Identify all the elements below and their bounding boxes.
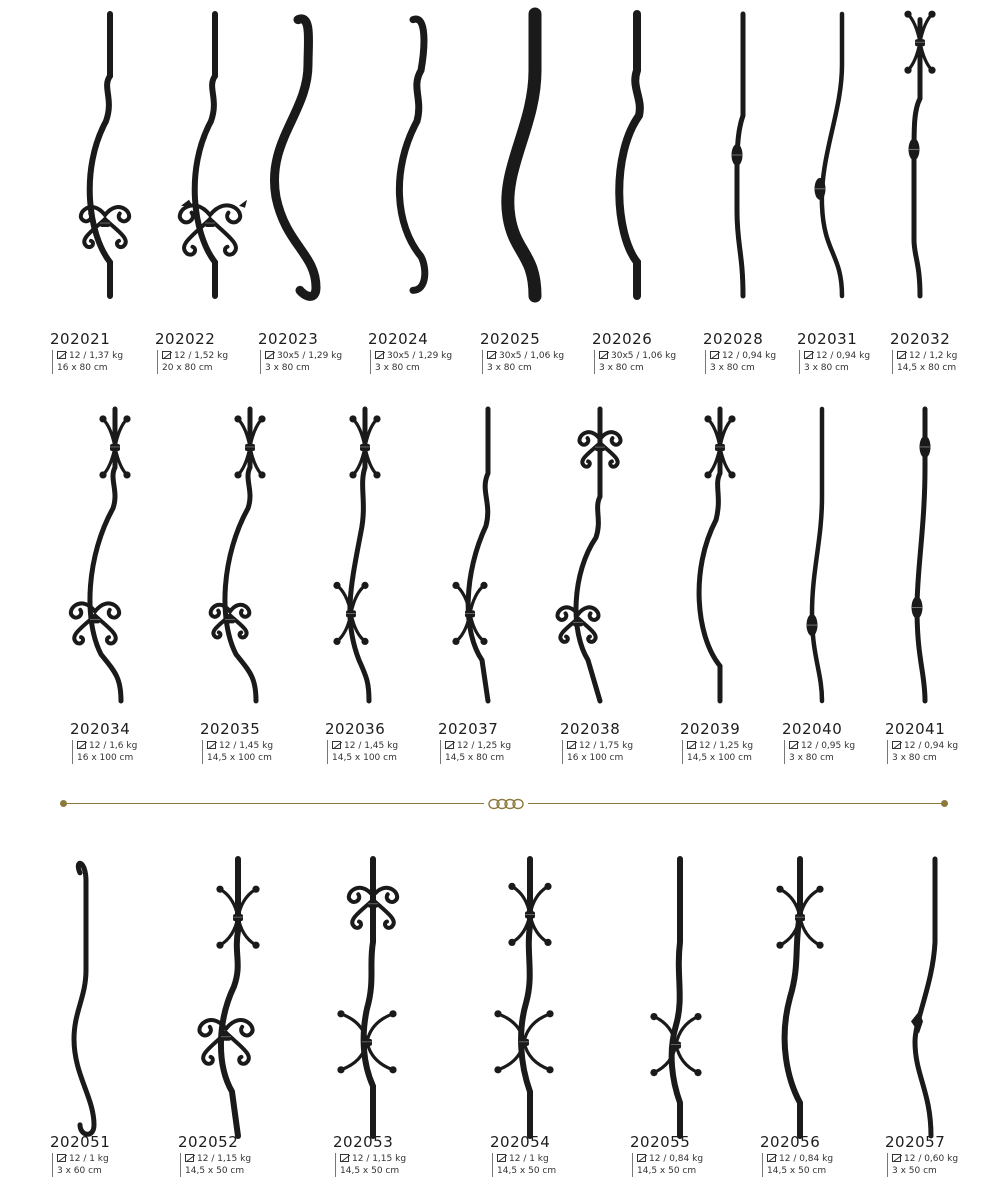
scroll-right: [600, 432, 621, 445]
product-code: 202039: [680, 720, 741, 738]
spec-weight-text: 12 / 0,95 kg: [801, 741, 856, 751]
spec-weight-text: 12 / 1,2 kg: [909, 351, 958, 361]
ball-end: [480, 582, 487, 589]
baluster-illustration: [480, 10, 600, 320]
ball-end: [494, 1010, 501, 1017]
product-specs: [52, 1153, 109, 1177]
bar-stroke: [699, 409, 720, 701]
product-specs: [440, 740, 511, 764]
spec-weight-text: 30x5 / 1,06 kg: [611, 351, 677, 361]
product-code: 202051: [50, 1133, 111, 1151]
baluster-illustration: [325, 405, 445, 725]
arm-down-right: [367, 1042, 393, 1070]
spec-weight-text: 12 / 1,25 kg: [457, 741, 512, 751]
spec-weight-text: 12 / 0,94 kg: [816, 351, 871, 361]
product-specs: [52, 350, 123, 374]
collar: [573, 619, 583, 626]
bar-stroke: [619, 14, 640, 296]
baluster-illustration: [760, 850, 880, 1155]
spec-size: 3 x 80 cm: [789, 753, 834, 763]
ornamental-divider: [60, 799, 948, 809]
bar-stroke: [672, 859, 680, 1136]
cross-section-icon: [57, 1154, 66, 1162]
cross-section-icon: [710, 351, 719, 359]
cross-section-icon: [567, 741, 576, 749]
spec-size: 14,5 x 50 cm: [497, 1166, 557, 1176]
spec-weight-text: 12 / 1,37 kg: [69, 351, 124, 361]
scroll-right: [578, 607, 599, 620]
cross-section-icon: [497, 1154, 506, 1162]
product-code: 202054: [490, 1133, 551, 1151]
knot-ornament-icon: [486, 795, 526, 813]
ball-end: [904, 67, 911, 74]
catalog-row-1: [0, 10, 1006, 390]
ball-end: [373, 471, 380, 478]
product-code: 202036: [325, 720, 386, 738]
collar: [360, 444, 370, 451]
ball-end: [452, 582, 459, 589]
product-specs: [370, 350, 452, 374]
spec-size: 3 x 80 cm: [265, 363, 310, 373]
collar: [368, 901, 378, 908]
ball-end: [349, 471, 356, 478]
collar: [346, 610, 356, 617]
catalog-row-3: [0, 850, 1006, 1190]
product-specs: [762, 1153, 833, 1177]
spec-weight: [497, 1153, 556, 1165]
spec-weight: [207, 740, 273, 752]
spec-weight: [567, 740, 633, 752]
scroll-right: [226, 1020, 253, 1035]
divider-dot-right: [941, 800, 948, 807]
spec-size: 14,5 x 100 cm: [687, 753, 752, 763]
spec-weight: [487, 350, 564, 362]
spec-weight-text: 12 / 1,75 kg: [579, 741, 634, 751]
collar: [595, 444, 605, 451]
baluster-illustration: [782, 405, 902, 725]
spec-weight-text: 12 / 0,94 kg: [722, 351, 777, 361]
cross-section-icon: [375, 351, 384, 359]
baluster-illustration: [560, 405, 680, 725]
ball-end: [234, 415, 241, 422]
spec-weight: [892, 1153, 958, 1165]
arm-up-right: [470, 585, 484, 613]
spec-weight: [265, 350, 342, 362]
spec-size: 3 x 50 cm: [892, 1166, 937, 1176]
ball-end: [361, 638, 368, 645]
collar: [795, 914, 805, 921]
product-code: 202052: [178, 1133, 239, 1151]
collar: [915, 39, 925, 46]
ball-end: [508, 939, 515, 946]
product-specs: [492, 1153, 556, 1177]
spec-size: 14,5 x 50 cm: [340, 1166, 400, 1176]
spec-weight: [897, 350, 957, 362]
ball-end: [349, 415, 356, 422]
ball-end: [216, 886, 223, 893]
spec-weight-text: 12 / 0,94 kg: [904, 741, 959, 751]
product-code: 202038: [560, 720, 621, 738]
spec-weight: [687, 740, 753, 752]
cross-section-icon: [804, 351, 813, 359]
product-code: 202025: [480, 330, 541, 348]
baluster-illustration: [70, 405, 190, 725]
product-code: 202053: [333, 1133, 394, 1151]
ball-end: [650, 1069, 657, 1076]
spec-size: 3 x 80 cm: [892, 753, 937, 763]
collar: [525, 911, 535, 918]
cross-section-icon: [57, 351, 66, 359]
ball-end: [234, 471, 241, 478]
ball-end: [694, 1069, 701, 1076]
product-specs: [705, 350, 776, 374]
spec-size: 3 x 60 cm: [57, 1166, 102, 1176]
collar: [465, 610, 475, 617]
collar: [245, 444, 255, 451]
ball-end: [544, 883, 551, 890]
cross-section-icon: [892, 741, 901, 749]
baluster-illustration: [885, 850, 1005, 1155]
ball-end: [546, 1010, 553, 1017]
collar: [233, 914, 243, 921]
scroll-right: [230, 605, 249, 617]
bar-stroke: [812, 409, 822, 701]
ball-end: [337, 1010, 344, 1017]
spec-size: 20 x 80 cm: [162, 363, 213, 373]
spec-weight: [57, 1153, 109, 1165]
ball-end: [99, 471, 106, 478]
bar-stroke: [221, 859, 238, 1136]
spec-weight-text: 12 / 1,25 kg: [699, 741, 754, 751]
bar-stroke: [195, 14, 215, 296]
spec-weight: [804, 350, 870, 362]
spec-weight: [332, 740, 398, 752]
product-code: 202055: [630, 1133, 691, 1151]
spec-weight-text: 12 / 1,15 kg: [352, 1154, 407, 1164]
collar: [110, 444, 120, 451]
product-specs: [892, 350, 957, 374]
cross-section-icon: [340, 1154, 349, 1162]
ball-end: [99, 415, 106, 422]
spec-size: 3 x 80 cm: [487, 363, 532, 373]
ball-end: [333, 582, 340, 589]
ball-end: [373, 415, 380, 422]
bar-stroke: [508, 14, 535, 296]
product-specs: [327, 740, 398, 764]
product-specs: [887, 740, 958, 764]
ball-end: [776, 942, 783, 949]
arm-up-right: [524, 1014, 550, 1042]
bar-stroke: [399, 19, 424, 290]
product-specs: [594, 350, 676, 374]
spec-size: 16 x 100 cm: [567, 753, 624, 763]
product-specs: [562, 740, 633, 764]
baluster-illustration: [200, 405, 320, 725]
bar-stroke: [274, 19, 316, 296]
ball-end: [928, 11, 935, 18]
product-code: 202056: [760, 1133, 821, 1151]
spec-size: 14,5 x 100 cm: [207, 753, 272, 763]
spec-weight: [77, 740, 137, 752]
spec-size: 16 x 80 cm: [57, 363, 108, 373]
cross-section-icon: [897, 351, 906, 359]
collar: [362, 1039, 372, 1046]
cross-section-icon: [767, 1154, 776, 1162]
baluster-illustration: [155, 10, 275, 320]
product-code: 202021: [50, 330, 111, 348]
spec-size: 3 x 80 cm: [804, 363, 849, 373]
baluster-illustration: [50, 850, 170, 1155]
collar: [715, 444, 725, 451]
ball-end: [123, 415, 130, 422]
baluster-illustration: [490, 850, 610, 1155]
product-specs: [335, 1153, 406, 1177]
spec-weight-text: 12 / 0,60 kg: [904, 1154, 959, 1164]
spec-weight-text: 12 / 0,84 kg: [649, 1154, 704, 1164]
spec-weight-text: 12 / 1,45 kg: [219, 741, 274, 751]
collar: [519, 1039, 529, 1046]
baluster-illustration: [50, 10, 170, 320]
ball-end: [389, 1066, 396, 1073]
product-specs: [799, 350, 870, 374]
collar: [90, 616, 100, 623]
arm-down-right: [676, 1045, 698, 1073]
product-code: 202024: [368, 330, 429, 348]
spec-weight-text: 12 / 0,84 kg: [779, 1154, 834, 1164]
product-code: 202023: [258, 330, 319, 348]
spec-size: 14,5 x 80 cm: [897, 363, 957, 373]
product-code: 202035: [200, 720, 261, 738]
ball-end: [544, 939, 551, 946]
scroll-right: [373, 888, 397, 902]
spec-size: 14,5 x 50 cm: [767, 1166, 827, 1176]
spec-size: 14,5 x 50 cm: [185, 1166, 245, 1176]
spec-weight: [162, 350, 228, 362]
ball-end: [728, 415, 735, 422]
product-specs: [157, 350, 228, 374]
ball-end: [546, 1066, 553, 1073]
product-specs: [202, 740, 273, 764]
spec-weight-text: 12 / 1,52 kg: [174, 351, 229, 361]
cross-section-icon: [185, 1154, 194, 1162]
cross-section-icon: [599, 351, 608, 359]
baluster-illustration: [438, 405, 558, 725]
ball-end: [904, 11, 911, 18]
ball-end: [123, 471, 130, 478]
catalog-row-2: [0, 405, 1006, 775]
bar-stroke: [74, 863, 94, 1134]
product-code: 202037: [438, 720, 499, 738]
ball-end: [694, 1013, 701, 1020]
spec-weight-text: 12 / 1 kg: [509, 1154, 549, 1164]
ball-end: [480, 638, 487, 645]
ball-end: [252, 942, 259, 949]
cross-section-icon: [162, 351, 171, 359]
spec-size: 14,5 x 80 cm: [445, 753, 505, 763]
baluster-illustration: [890, 10, 1006, 320]
product-code: 202057: [885, 1133, 946, 1151]
spec-size: 3 x 80 cm: [599, 363, 644, 373]
ball-end: [333, 638, 340, 645]
product-specs: [632, 1153, 703, 1177]
cross-section-icon: [265, 351, 274, 359]
spec-size: 3 x 80 cm: [375, 363, 420, 373]
cross-section-icon: [77, 741, 86, 749]
spec-weight-text: 12 / 1,6 kg: [89, 741, 138, 751]
spec-weight: [789, 740, 855, 752]
collar: [671, 1042, 681, 1049]
ball-end: [494, 1066, 501, 1073]
spec-weight: [340, 1153, 406, 1165]
ball-end: [508, 883, 515, 890]
cross-section-icon: [207, 741, 216, 749]
cross-section-icon: [332, 741, 341, 749]
scroll-left: [579, 432, 600, 445]
spec-weight: [637, 1153, 703, 1165]
collar: [225, 616, 235, 623]
ball-end: [728, 471, 735, 478]
ball-end: [258, 415, 265, 422]
spec-weight-text: 30x5 / 1,29 kg: [387, 351, 453, 361]
spec-weight: [185, 1153, 251, 1165]
product-code: 202022: [155, 330, 216, 348]
spec-weight: [57, 350, 123, 362]
bar-stroke: [822, 14, 842, 296]
product-specs: [72, 740, 137, 764]
bar-stroke: [915, 859, 935, 1136]
baluster-illustration: [258, 10, 378, 320]
spec-size: 16 x 100 cm: [77, 753, 134, 763]
baluster-illustration: [178, 850, 298, 1155]
ball-end: [216, 942, 223, 949]
ball-end: [258, 471, 265, 478]
baluster-illustration: [592, 10, 712, 320]
spec-weight-text: 12 / 1 kg: [69, 1154, 109, 1164]
cross-section-icon: [487, 351, 496, 359]
scroll-right: [210, 205, 240, 222]
spec-weight: [710, 350, 776, 362]
ball-end: [816, 942, 823, 949]
product-code: 202031: [797, 330, 858, 348]
divider-line-left: [66, 803, 484, 804]
ball-end: [389, 1010, 396, 1017]
product-code: 202028: [703, 330, 764, 348]
scroll-left: [349, 888, 373, 902]
collar: [100, 220, 110, 227]
spec-weight: [445, 740, 511, 752]
cross-section-icon: [637, 1154, 646, 1162]
spec-weight: [892, 740, 958, 752]
arm-down-right: [800, 917, 820, 945]
spec-size: 3 x 80 cm: [710, 363, 755, 373]
product-code: 202041: [885, 720, 946, 738]
product-specs: [482, 350, 564, 374]
product-specs: [682, 740, 753, 764]
bar-stroke: [468, 409, 488, 701]
ball-end: [928, 67, 935, 74]
ball-end: [361, 582, 368, 589]
arm-up-right: [367, 1014, 393, 1042]
spec-weight: [767, 1153, 833, 1165]
ball-end: [704, 471, 711, 478]
spec-weight-text: 12 / 1,45 kg: [344, 741, 399, 751]
cross-section-icon: [892, 1154, 901, 1162]
scroll-right: [95, 603, 119, 617]
ball-end: [252, 886, 259, 893]
product-code: 202034: [70, 720, 131, 738]
spec-weight: [599, 350, 676, 362]
collar: [205, 220, 215, 227]
baluster-illustration: [630, 850, 750, 1155]
spec-weight-text: 30x5 / 1,06 kg: [499, 351, 565, 361]
ball-end: [452, 638, 459, 645]
spec-weight-text: 12 / 1,15 kg: [197, 1154, 252, 1164]
spec-size: 14,5 x 100 cm: [332, 753, 397, 763]
cross-section-icon: [445, 741, 454, 749]
product-specs: [260, 350, 342, 374]
product-code: 202032: [890, 330, 951, 348]
ball-end: [337, 1066, 344, 1073]
ball-end: [816, 886, 823, 893]
product-specs: [887, 1153, 958, 1177]
ball-end: [704, 415, 711, 422]
product-code: 202040: [782, 720, 843, 738]
spec-weight: [375, 350, 452, 362]
spec-size: 14,5 x 50 cm: [637, 1166, 697, 1176]
arm-down-right: [524, 1042, 550, 1070]
cross-section-icon: [687, 741, 696, 749]
baluster-illustration: [885, 405, 1005, 725]
scroll-right: [105, 207, 129, 221]
product-code: 202026: [592, 330, 653, 348]
product-specs: [784, 740, 855, 764]
product-specs: [180, 1153, 251, 1177]
spec-weight-text: 30x5 / 1,29 kg: [277, 351, 343, 361]
ball-end: [650, 1013, 657, 1020]
baluster-illustration: [333, 850, 453, 1155]
divider-line-right: [528, 803, 942, 804]
collar: [221, 1034, 231, 1041]
ball-end: [776, 886, 783, 893]
bar-stroke: [90, 14, 110, 296]
cross-section-icon: [789, 741, 798, 749]
baluster-illustration: [368, 10, 488, 320]
